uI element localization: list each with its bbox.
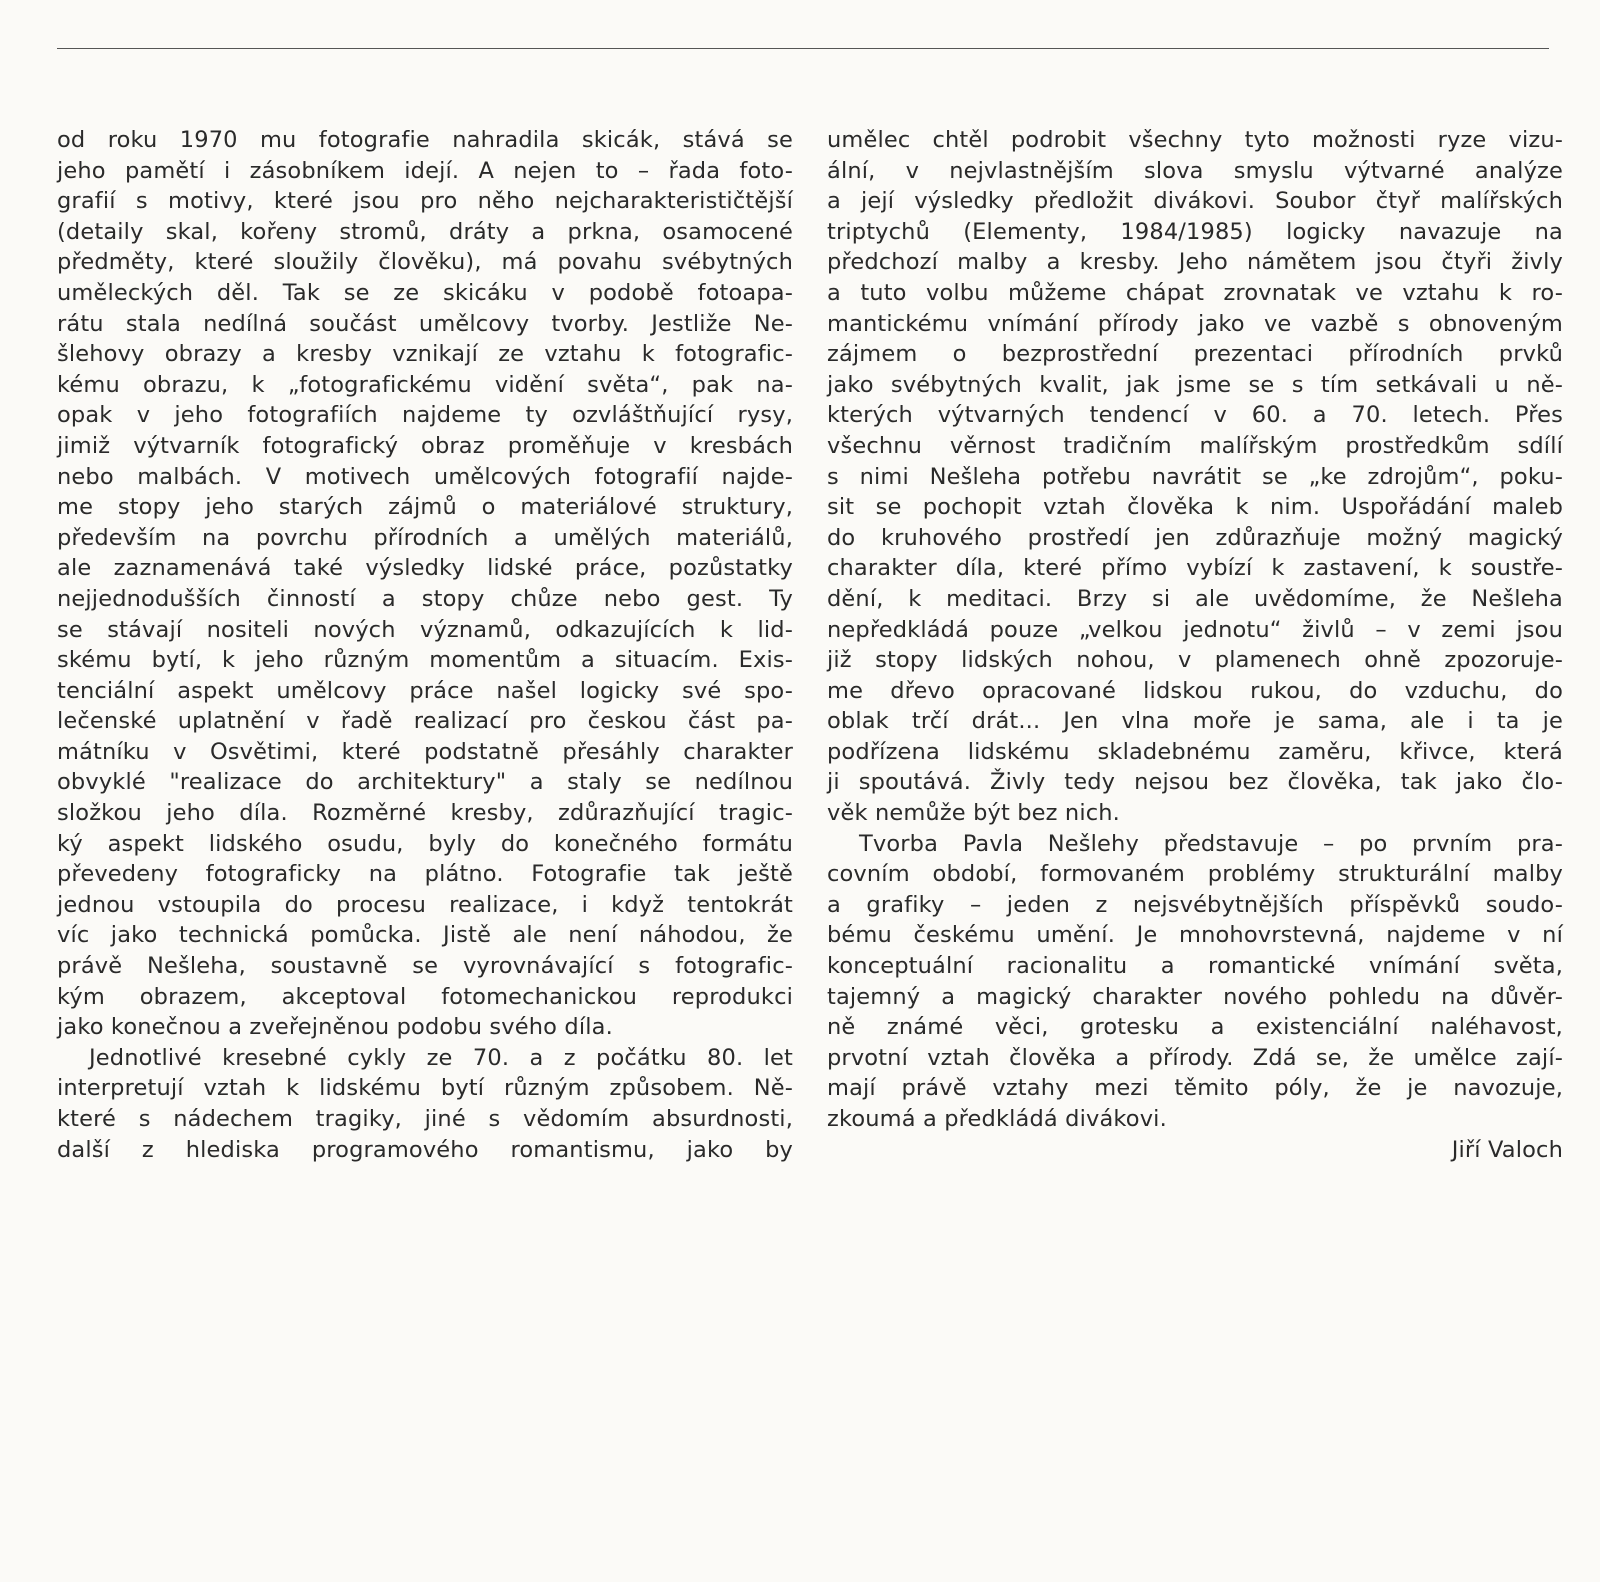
text-line: a její výsledky předložit divákovi. Soubor čtyř malířských	[827, 188, 1563, 215]
text-line: charakter díla, které přímo vybízí k zastavení, k soustře-	[827, 555, 1563, 582]
text-line: kterých výtvarných tendencí v 60. a 70. letech. Přes	[827, 402, 1563, 429]
text-line: s nimi Nešleha potřebu navrátit se „ke zdrojům“, poku-	[827, 463, 1563, 490]
left-column	[57, 125, 793, 1165]
text-line: me stopy jeho starých zájmů o materiálové struktury,	[57, 494, 793, 521]
text-line: šlehovy obrazy a kresby vznikají ze vztahu k fotografic-	[57, 341, 793, 368]
text-line: tajemný a magický charakter nového pohledu na důvěr-	[827, 983, 1563, 1010]
text-line: věk nemůže být bez nich.	[827, 800, 1120, 827]
text-line: umělec chtěl podrobit všechny tyto možnosti ryze vizu-	[827, 127, 1563, 153]
text-line: jako svébytných kvalit, jak jsme se s tím setkávali u ně-	[827, 371, 1563, 398]
text-line: kým obrazem, akceptoval fotomechanickou reprodukci	[57, 983, 793, 1010]
text-line: jeho pamětí i zásobníkem idejí. A nejen to – řada foto-	[57, 157, 793, 184]
text-line: mají právě vztahy mezi těmito póly, že je navozuje,	[827, 1075, 1563, 1102]
text-line: interpretují vztah k lidskému bytí různým způsobem. Ně-	[57, 1075, 793, 1102]
text-line: tenciální aspekt umělcovy práce našel logicky své spo-	[57, 677, 793, 704]
text-line: mátníku v Osvětimi, které podstatně přesáhly charakter	[57, 738, 793, 765]
text-line: všechnu věrnost tradičním malířským prostředkům sdílí	[827, 432, 1563, 459]
text-line: převedeny fotograficky na plátno. Fotografie tak ještě	[57, 861, 793, 888]
text-line: oblak trčí drát... Jen vlna moře je sama, ale i ta je	[827, 708, 1563, 735]
text-line: a grafiky – jeden z nejsvébytnějších příspěvků soudo-	[827, 891, 1563, 918]
text-line: a tuto volbu můžeme chápat zrovnatak ve vztahu k ro-	[827, 279, 1563, 306]
text-line: další z hlediska programového romantismu, jako by	[57, 1136, 793, 1163]
text-line: zkoumá a předkládá divákovi.	[827, 1106, 1167, 1132]
text-line: Tvorba Pavla Nešlehy představuje – po prvním pra-	[859, 830, 1563, 857]
text-line: triptychů (Elementy, 1984/1985) logicky navazuje na	[827, 218, 1563, 245]
text-line: víc jako technická pomůcka. Jistě ale není náhodou, že	[57, 922, 793, 949]
text-line: které s nádechem tragiky, jiné s vědomím absurdnosti,	[57, 1106, 793, 1132]
author-signature: Jiří Valoch	[1451, 1136, 1563, 1163]
text-line: předměty, které sloužily člověku), má povahu svébytných	[57, 249, 793, 276]
text-line: dění, k meditaci. Brzy si ale uvědomíme, že Nešleha	[827, 585, 1563, 612]
paragraph	[827, 829, 1563, 1135]
text-line: ký aspekt lidského osudu, byly do konečného formátu	[57, 830, 793, 857]
text-line: ální, v nejvlastnějším slova smyslu výtvarné analýze	[827, 157, 1563, 184]
text-line: sit se pochopit vztah člověka k nim. Uspořádání maleb	[827, 494, 1563, 521]
text-line: nepředkládá pouze „velkou jednotu“ živlů – v zemi jsou	[827, 616, 1563, 643]
text-line: právě Nešleha, soustavně se vyrovnávající s fotografic-	[57, 953, 793, 980]
text-line: skému bytí, k jeho různým momentům a situacím. Exis-	[57, 647, 793, 674]
text-line: jimiž výtvarník fotografický obraz proměňuje v kresbách	[57, 432, 793, 459]
text-line: konceptuální racionalitu a romantické vnímání světa,	[827, 953, 1563, 980]
text-line: předchozí malby a kresby. Jeho námětem jsou čtyři živly	[827, 249, 1563, 276]
paragraph	[57, 1043, 793, 1165]
right-column	[827, 125, 1563, 1165]
text-line: obvyklé "realizace do architektury" a staly se nedílnou	[57, 769, 793, 796]
text-line: (detaily skal, kořeny stromů, dráty a prkna, osamocené	[57, 218, 793, 245]
top-rule	[57, 48, 1549, 49]
text-line: podřízena lidskému skladebnému zaměru, křivce, která	[827, 738, 1563, 765]
text-line: složkou jeho díla. Rozměrné kresby, zdůrazňující tragic-	[57, 800, 793, 827]
text-line: zájmem o bezprostřední prezentaci přírodních prvků	[827, 341, 1563, 368]
text-line: ale zaznamenává také výsledky lidské práce, pozůstatky	[57, 555, 793, 582]
text-line: grafií s motivy, které jsou pro něho nejcharakterističtější	[57, 188, 793, 215]
text-line: nebo malbách. V motivech umělcových fotografií najde-	[57, 463, 793, 490]
text-line: od roku 1970 mu fotografie nahradila skicák, stává se	[57, 127, 793, 153]
text-line: Jednotlivé kresebné cykly ze 70. a z počátku 80. let	[89, 1044, 793, 1071]
text-line: covním období, formovaném problémy strukturální malby	[827, 861, 1563, 888]
text-line: jednou vstoupila do procesu realizace, i když tentokrát	[57, 891, 793, 918]
text-line: rátu stala nedílná součást umělcovy tvorby. Jestliže Ne-	[57, 310, 793, 337]
text-line: jako konečnou a zveřejněnou podobu svého díla.	[57, 1014, 613, 1041]
text-line: prvotní vztah člověka a přírody. Zdá se, že umělce zají-	[827, 1044, 1563, 1071]
text-line: me dřevo opracované lidskou rukou, do vzduchu, do	[827, 677, 1563, 704]
text-line: již stopy lidských nohou, v plamenech ohně zpozoruje-	[827, 647, 1563, 674]
text-line: kému obrazu, k „fotografickému vidění světa“, pak na-	[57, 371, 793, 398]
paragraph	[827, 125, 1563, 829]
text-line: především na povrchu přírodních a umělých materiálů,	[57, 524, 793, 551]
paragraph	[57, 125, 793, 1043]
text-line: uměleckých děl. Tak se ze skicáku v podobě fotoapa-	[57, 279, 793, 306]
text-line: mantickému vnímání přírody jako ve vazbě s obnoveným	[827, 310, 1563, 337]
text-line: bému českému umění. Je mnohovrstevná, najdeme v ní	[827, 922, 1563, 949]
text-line: ji spoutává. Živly tedy nejsou bez člověka, tak jako člo-	[827, 769, 1563, 796]
text-line: opak v jeho fotografiích najdeme ty ozvláštňující rysy,	[57, 402, 793, 429]
text-line: lečenské uplatnění v řadě realizací pro českou část pa-	[57, 708, 793, 735]
text-line: ně známé věci, grotesku a existenciální naléhavost,	[827, 1014, 1563, 1041]
text-line: do kruhového prostředí jen zdůrazňuje možný magický	[827, 524, 1563, 551]
text-line: nejjednodušších činností a stopy chůze nebo gest. Ty	[57, 585, 793, 612]
text-line: se stávají nositeli nových významů, odkazujících k lid-	[57, 616, 793, 643]
